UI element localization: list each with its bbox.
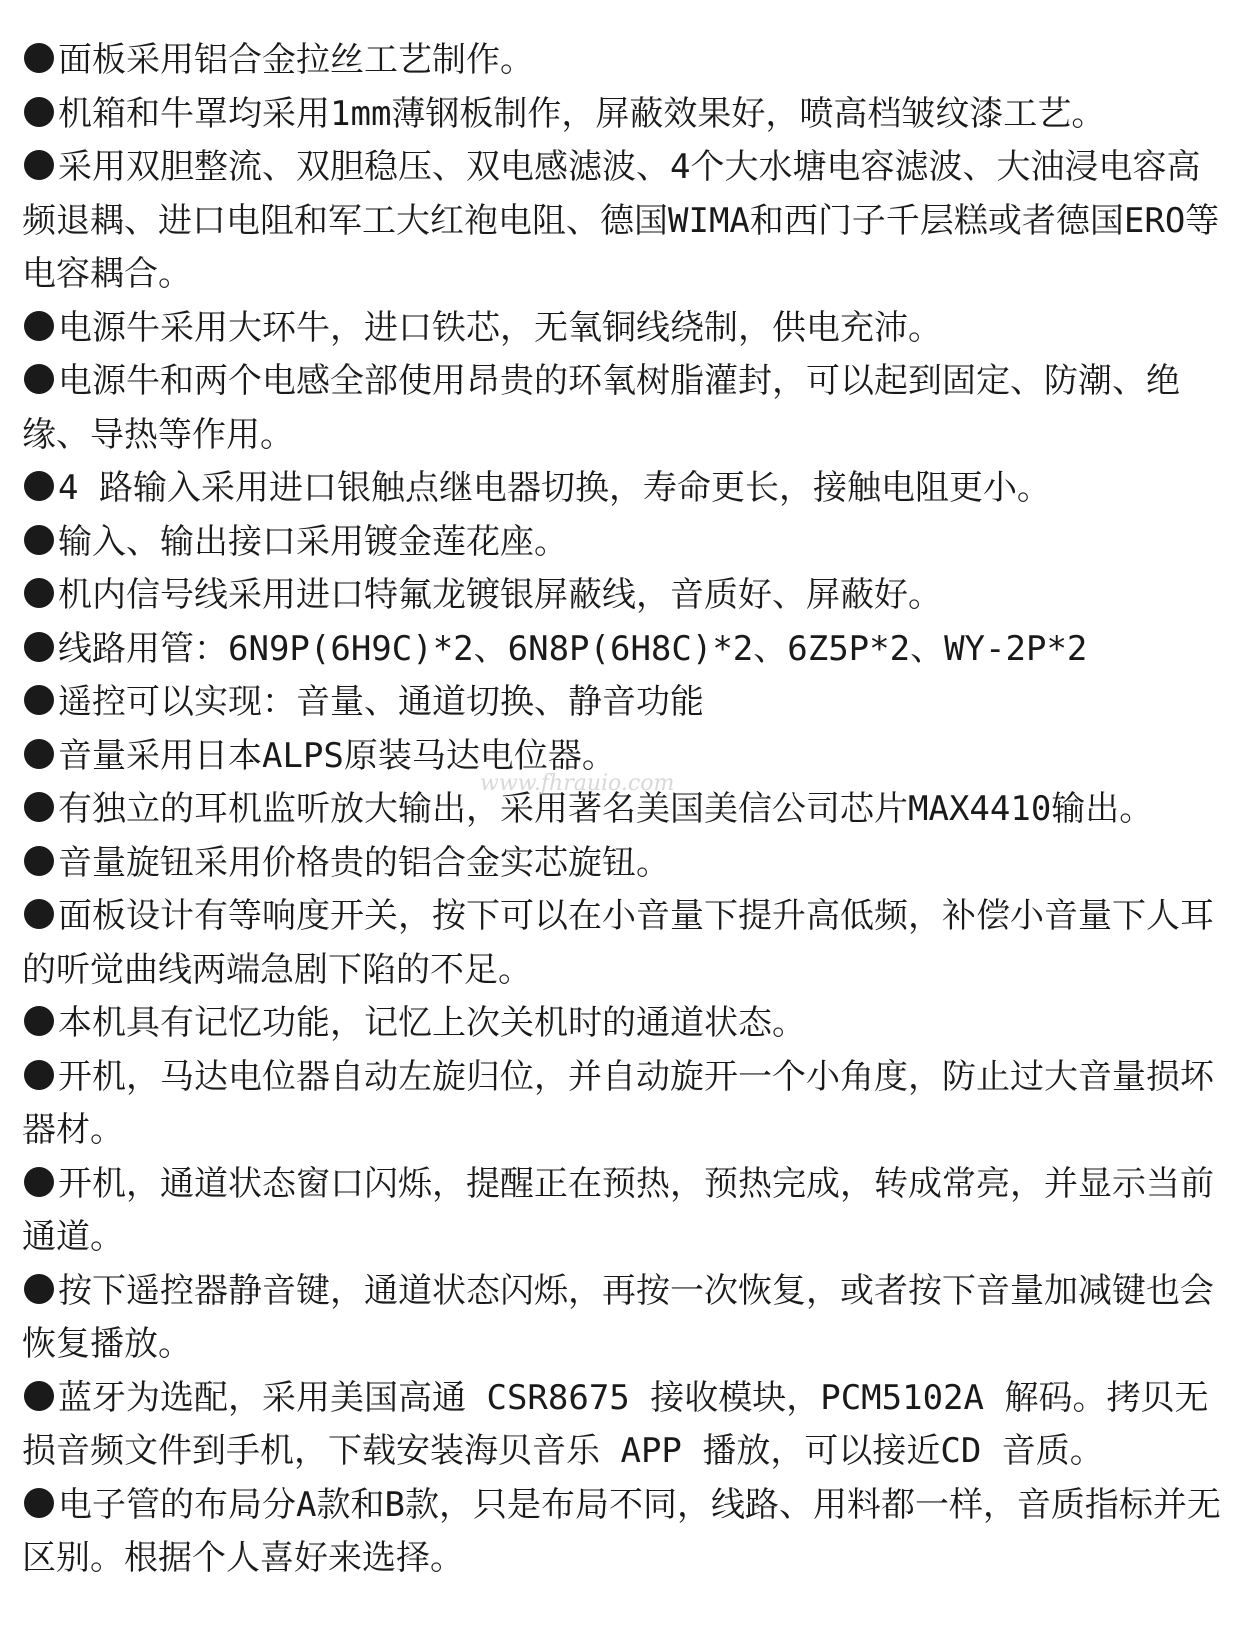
feature-text: 本机具有记忆功能，记忆上次关机时的通道状态。 [58, 1003, 806, 1043]
feature-text: 音量采用日本ALPS原装马达电位器。 [58, 735, 616, 776]
feature-text: 机箱和牛罩均采用1mm薄钢板制作，屏蔽效果好，喷高档皱纹漆工艺。 [58, 93, 1106, 134]
bullet-icon [22, 1058, 56, 1092]
feature-text: 开机，马达电位器自动左旋归位，并自动旋开一个小角度，防止过大音量损坏器材。 [22, 1056, 1214, 1150]
feature-text: 采用双胆整流、双胆稳压、双电感滤波、4个大水塘电容滤波、大油浸电容高频退耦、进口电阻和军工大红袍电阻、德国WIMA和西门子千层糕或者德国ERO等电容耦合。 [22, 147, 1220, 294]
feature-text: 有独立的耳机监听放大输出，采用著名美国美信公司芯片MAX4410输出。 [58, 789, 1154, 829]
feature-item [22, 730, 1222, 784]
feature-text: 机内信号线采用进口特氟龙镀银屏蔽线，音质好、屏蔽好。 [58, 575, 942, 615]
feature-item [22, 1372, 1222, 1479]
feature-text: 遥控可以实现：音量、通道切换、静音功能 [58, 682, 704, 722]
feature-item [22, 1265, 1222, 1372]
feature-item [22, 623, 1222, 677]
feature-item [22, 890, 1222, 997]
feature-item [22, 1051, 1222, 1158]
feature-item [22, 141, 1222, 302]
bullet-icon [22, 844, 56, 878]
feature-item [22, 355, 1222, 462]
feature-text: 开机，通道状态窗口闪烁，提醒正在预热，预热完成，转成常亮，并显示当前通道。 [22, 1163, 1214, 1257]
bullet-icon [22, 630, 56, 664]
bullet-icon [22, 95, 56, 129]
bullet-icon [22, 683, 56, 717]
feature-text: 4 路输入采用进口银触点继电器切换，寿命更长，接触电阻更小。 [58, 468, 1051, 508]
feature-text: 蓝牙为选配，采用美国高通 CSR8675 接收模块，PCM5102A 解码。拷贝无损音频文件到手机，下载安装海贝音乐 APP 播放，可以接近CD 音质。 [22, 1377, 1209, 1471]
bullet-icon [22, 576, 56, 610]
feature-item [22, 1158, 1222, 1265]
bullet-icon [22, 790, 56, 824]
bullet-icon [22, 1272, 56, 1306]
bullet-icon [22, 1486, 56, 1520]
bullet-icon [22, 469, 56, 503]
feature-item [22, 783, 1222, 837]
feature-item [22, 516, 1222, 570]
bullet-icon [22, 309, 56, 343]
bullet-icon [22, 1165, 56, 1199]
bullet-icon [22, 362, 56, 396]
bullet-icon [22, 41, 56, 75]
feature-item [22, 88, 1222, 142]
feature-text: 面板设计有等响度开关，按下可以在小音量下提升高低频，补偿小音量下人耳的听觉曲线两端急剧下陷的不足。 [22, 896, 1214, 990]
feature-item [22, 837, 1222, 891]
feature-text: 电源牛和两个电感全部使用昂贵的环氧树脂灌封，可以起到固定、防潮、绝缘、导热等作用。 [22, 361, 1180, 455]
feature-text: 音量旋钮采用价格贵的铝合金实芯旋钮。 [58, 842, 670, 883]
bullet-icon [22, 523, 56, 557]
feature-item [22, 302, 1222, 356]
feature-text: 线路用管：6N9P(6H9C)*2、6N8P(6H8C)*2、6Z5P*2、WY-2P*2 [58, 628, 1088, 669]
bullet-icon [22, 148, 56, 182]
feature-item [22, 569, 1222, 623]
bullet-icon [22, 737, 56, 771]
feature-item [22, 1479, 1222, 1586]
feature-list [22, 34, 1222, 1586]
feature-text: 电源牛采用大环牛，进口铁芯，无氧铜线绕制，供电充沛。 [58, 307, 942, 348]
feature-text: 电子管的布局分A款和B款，只是布局不同，线路、用料都一样，音质指标并无区别。根据个人喜好来选择。 [22, 1484, 1221, 1578]
feature-item [22, 462, 1222, 516]
feature-item [22, 676, 1222, 730]
watermark: www.fhrauio.com [480, 771, 675, 796]
feature-text: 输入、输出接口采用镀金莲花座。 [58, 521, 568, 562]
bullet-icon [22, 1004, 56, 1038]
feature-text: 面板采用铝合金拉丝工艺制作。 [58, 40, 534, 80]
feature-item [22, 997, 1222, 1051]
feature-text: 按下遥控器静音键，通道状态闪烁，再按一次恢复，或者按下音量加减键也会恢复播放。 [22, 1270, 1214, 1364]
feature-item [22, 34, 1222, 88]
bullet-icon [22, 1379, 56, 1413]
bullet-icon [22, 897, 56, 931]
